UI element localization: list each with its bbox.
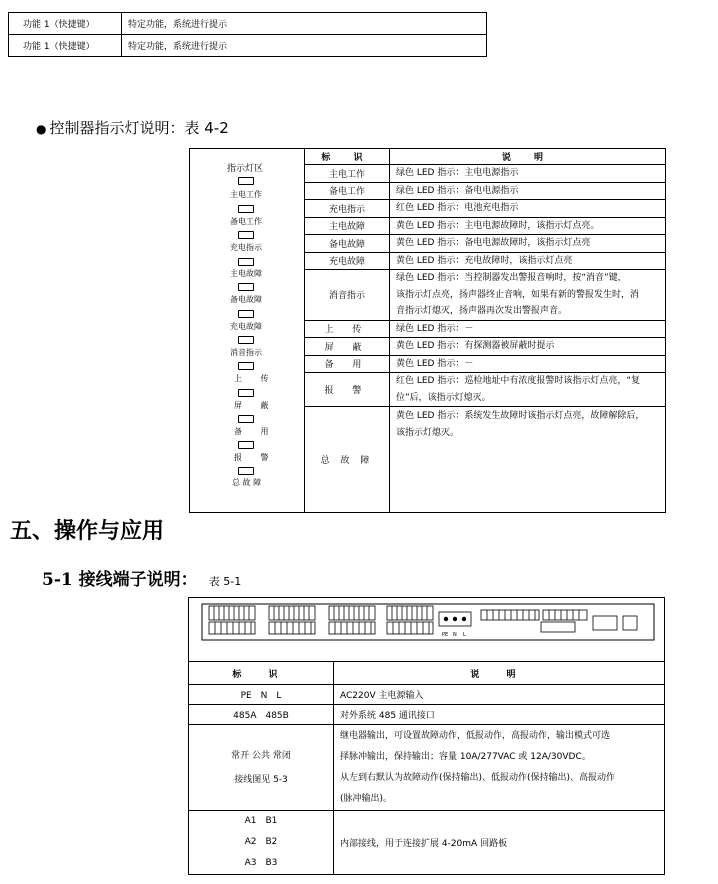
row-desc: 黄色 LED 指示：－ xyxy=(390,355,666,373)
led-panel xyxy=(190,149,305,513)
row-desc xyxy=(390,407,666,513)
led-icon xyxy=(238,467,254,475)
row-mark: 屏 蔽 xyxy=(305,338,390,356)
led-label: 报 警 xyxy=(234,453,277,462)
function-table xyxy=(8,12,487,57)
row-mark: 报 警 xyxy=(305,373,390,407)
row-mark: 主电故障 xyxy=(305,217,390,235)
led-label: 充电故障 xyxy=(230,322,262,331)
row-mark: 备电故障 xyxy=(305,235,390,253)
led-label: 备 用 xyxy=(234,427,277,436)
desc-line: 从左到右默认为故障动作(保持输出)、低报动作(保持输出)、高报动作 xyxy=(340,772,616,783)
desc-line: 择脉冲输出，保持输出；容量 10A/277VAC 或 12A/30VDC。 xyxy=(340,751,591,762)
row-mark xyxy=(189,725,334,811)
desc-line: 绿色 LED 指示：当控制器发出警报音响时，按“消音”键， xyxy=(396,273,627,283)
section-subtitle xyxy=(42,565,241,590)
chapter-title: 五、操作与应用 xyxy=(10,518,165,544)
desc-line: 继电器输出，可设置故障动作，低报动作，高报动作，输出模式可选 xyxy=(340,730,611,741)
desc-line: 黄色 LED 指示：系统发生故障时该指示灯点亮，故障解除后， xyxy=(396,411,645,421)
row-desc: 黄色 LED 指示：备电电源故障时，该指示灯点亮 xyxy=(390,235,666,253)
subtitle-text: 5-1 接线端子说明： xyxy=(42,570,198,590)
l-label: L xyxy=(463,632,466,638)
terminal-board-diagram xyxy=(189,598,664,658)
indicator-section-title: 控制器指示灯说明：表 4-2 xyxy=(49,119,229,137)
n-label: N xyxy=(453,632,457,638)
led-icon xyxy=(238,205,254,213)
row-mark: 主电工作 xyxy=(305,165,390,183)
row-mark: 充电故障 xyxy=(305,252,390,270)
indicator-section-heading xyxy=(36,117,229,138)
led-icon xyxy=(238,441,254,449)
row-mark: 充电指示 xyxy=(305,200,390,218)
header-desc: 说 明 xyxy=(334,662,665,685)
mark-line: A2 B2 xyxy=(244,837,278,847)
table-row xyxy=(189,705,665,725)
row-mark: 备 用 xyxy=(305,355,390,373)
led-icon xyxy=(238,310,254,318)
row-desc: 红色 LED 指示：电池充电指示 xyxy=(390,200,666,218)
led-label: 主电故障 xyxy=(230,269,262,278)
indicator-table xyxy=(189,148,666,513)
led-icon xyxy=(238,389,254,397)
bullet-icon: ● xyxy=(36,122,47,136)
table-row xyxy=(189,685,665,705)
header-desc: 说 明 xyxy=(390,149,666,165)
desc-line: (脉冲输出)。 xyxy=(340,793,393,804)
row-desc xyxy=(334,725,665,811)
led-label: 消音指示 xyxy=(230,348,262,357)
table-row xyxy=(189,725,665,811)
row-desc xyxy=(390,270,666,321)
desc-line: 该指示灯点亮，扬声器终止音响，如果有新的警报发生时，消 xyxy=(396,289,640,300)
led-icon xyxy=(238,362,254,370)
row-desc xyxy=(390,373,666,407)
led-label: 备电工作 xyxy=(230,217,262,226)
row-desc: AC220V 主电源输入 xyxy=(334,685,665,705)
table-row xyxy=(189,811,665,875)
led-panel-inner xyxy=(190,149,304,501)
row-mark: 备电工作 xyxy=(305,182,390,200)
mark-line: 常开 公共 常闭 xyxy=(231,750,291,761)
led-icon xyxy=(238,283,254,291)
led-icon xyxy=(238,415,254,423)
row-desc: 黄色 LED 指示：有探测器被屏蔽时提示 xyxy=(390,338,666,356)
led-label: 屏 蔽 xyxy=(234,401,277,410)
row-mark: 消音指示 xyxy=(305,270,390,321)
mark-line: 接线图见 5-3 xyxy=(234,774,288,785)
row-desc: 绿色 LED 指示：－ xyxy=(390,320,666,338)
row-desc: 绿色 LED 指示：主电电源指示 xyxy=(390,165,666,183)
row-mark: 485A 485B xyxy=(189,705,334,725)
led-icon xyxy=(238,231,254,239)
led-icon xyxy=(238,258,254,266)
desc-line: 音指示灯熄灭，扬声器再次发出警报声音。 xyxy=(396,306,568,316)
desc-line: 红色 LED 指示：巡检地址中有浓度报警时该指示灯点亮，“复 xyxy=(396,376,641,386)
function-desc: 特定功能，系统进行提示 xyxy=(122,35,487,57)
led-label: 主电工作 xyxy=(230,190,262,199)
led-label: 充电指示 xyxy=(230,243,262,252)
led-label: 备电故障 xyxy=(230,295,262,304)
row-mark: PE N L xyxy=(189,685,334,705)
led-panel-title: 指示灯区 xyxy=(227,164,264,174)
function-key: 功能 1（快捷键） xyxy=(9,35,122,57)
row-mark: 总 故 障 xyxy=(305,407,390,513)
desc-line: 该指示灯熄灭。 xyxy=(396,427,460,438)
row-desc: 黄色 LED 指示：充电故障时，该指示灯点亮 xyxy=(390,252,666,270)
led-label: 上 传 xyxy=(234,374,277,383)
subtitle-table-ref: 表 5-1 xyxy=(208,575,242,588)
row-desc: 内部接线，用于连接扩展 4-20mA 回路板 xyxy=(334,811,665,875)
pe-label: PE xyxy=(442,632,449,638)
table-row xyxy=(9,13,487,35)
mark-line: A1 B1 xyxy=(244,816,278,826)
function-key: 功能 1（快捷键） xyxy=(9,13,122,35)
terminal-table xyxy=(188,597,665,875)
terminal-diagram-cell xyxy=(189,598,665,662)
desc-line: 位”后，该指示灯熄灭。 xyxy=(396,392,491,403)
mark-line: A3 B3 xyxy=(244,858,278,868)
led-icon xyxy=(238,177,254,185)
row-desc: 绿色 LED 指示：备电电源指示 xyxy=(390,182,666,200)
header-mark: 标 识 xyxy=(305,149,390,165)
function-desc: 特定功能，系统进行提示 xyxy=(122,13,487,35)
header-mark: 标 识 xyxy=(189,662,334,685)
led-icon xyxy=(238,336,254,344)
led-label: 总 故 障 xyxy=(232,478,262,487)
row-desc: 黄色 LED 指示：主电电源故障时，该指示灯点亮。 xyxy=(390,217,666,235)
row-mark xyxy=(189,811,334,875)
row-desc: 对外系统 485 通讯接口 xyxy=(334,705,665,725)
row-mark: 上 传 xyxy=(305,320,390,338)
table-row xyxy=(9,35,487,57)
